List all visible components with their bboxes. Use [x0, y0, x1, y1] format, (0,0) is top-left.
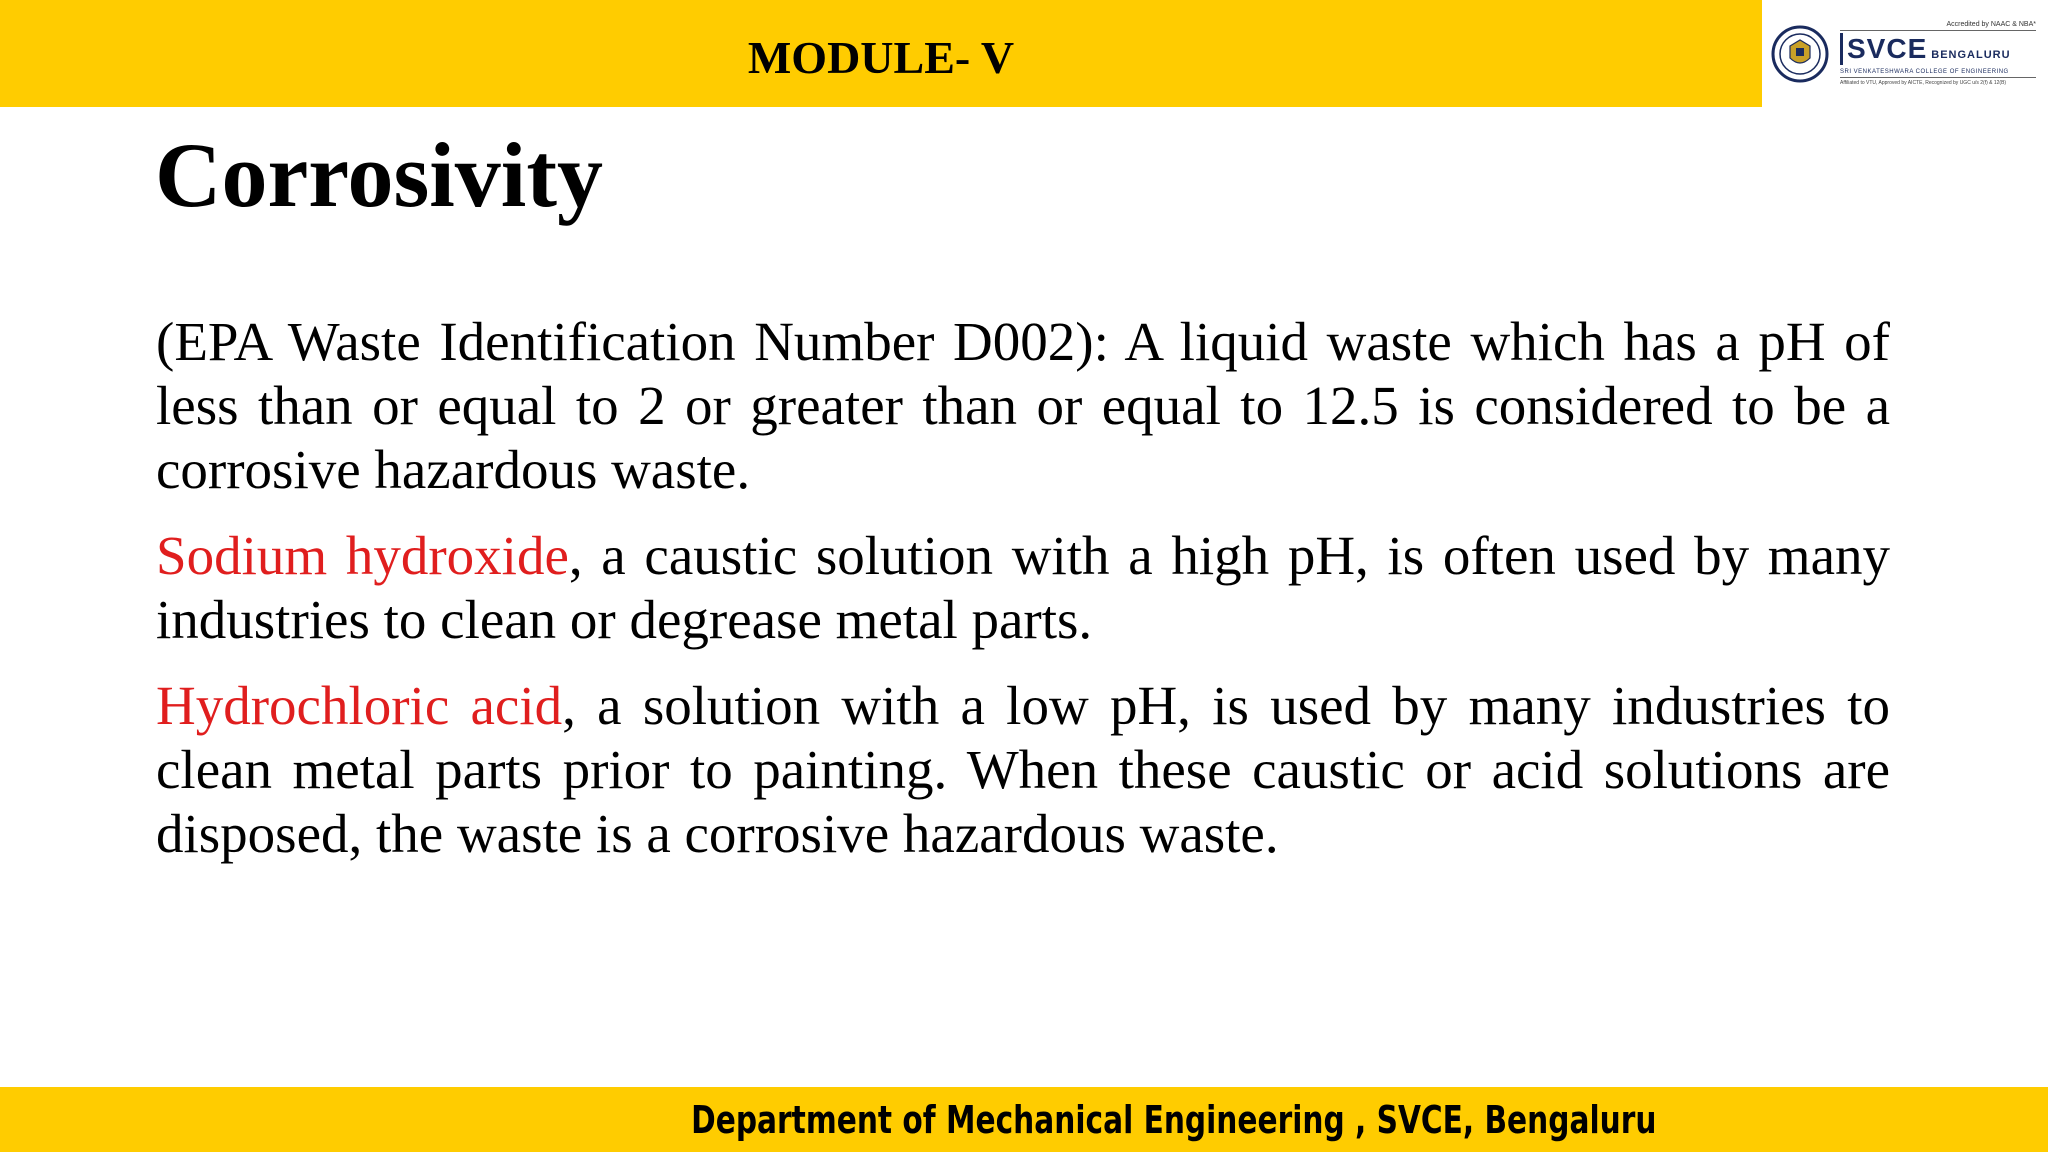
slide-body	[156, 310, 1890, 888]
paragraph-epa-definition	[156, 310, 1890, 502]
module-title: MODULE- V	[747, 32, 1015, 83]
paragraph-hydrochloric-acid	[156, 674, 1890, 866]
paragraph-text: , a caustic solution with a high pH, is often used by many industries to clean or degrease metal parts.	[156, 525, 1890, 650]
header-bar	[0, 0, 1762, 107]
paragraph-text: , a solution with a low pH, is used by many industries to clean metal parts prior to painting. When these caustic or acid solutions are disposed, the waste is a corrosive hazardous waste.	[156, 675, 1891, 864]
logo-affiliation: Affiliated to VTU, Approved by AICTE, Recognized by UGC u/s 2(f) & 12(B)	[1840, 80, 2007, 86]
footer-department: Department of Mechanical Engineering , SVCE, Bengaluru	[691, 1097, 1657, 1142]
paragraph-sodium-hydroxide	[156, 524, 1890, 652]
highlight-term: Hydrochloric acid	[156, 675, 563, 736]
slide-title: Corrosivity	[155, 124, 604, 226]
logo-text	[1840, 21, 2036, 86]
footer-bar	[0, 1087, 2048, 1152]
college-seal-icon	[1770, 24, 1830, 84]
paragraph-text: (EPA Waste Identification Number D002): A liquid waste which has a pH of less than or equal to 2 or greater than or equal to 12.5 is considered to be a corrosive hazardous waste.	[156, 311, 1890, 500]
highlight-term: Sodium hydroxide	[156, 525, 569, 586]
logo-college-name: SRI VENKATESHWARA COLLEGE OF ENGINEERING	[1840, 69, 2036, 78]
logo-brand: SVCE	[1840, 33, 1927, 65]
logo-city: BENGALURU	[1931, 49, 2011, 61]
logo-accreditation: Accredited by NAAC & NBA*	[1840, 21, 2036, 31]
logo-brand-row	[1840, 33, 2036, 65]
college-logo	[1762, 0, 2048, 107]
